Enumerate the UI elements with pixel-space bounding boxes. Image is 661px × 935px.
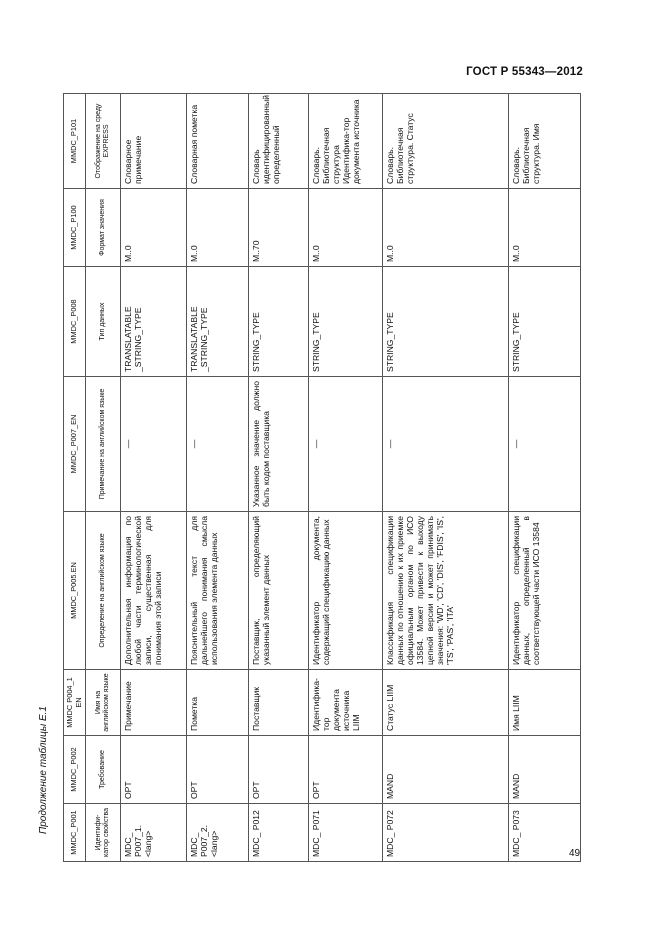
table-row <box>121 94 187 862</box>
table-cell: Идентифика-тор документа источника LIIM <box>309 670 383 736</box>
properties-table <box>63 93 581 862</box>
header-name: Идентифи-катор свойства <box>86 804 121 862</box>
header-code: MMDC P004_1 EN <box>64 670 86 736</box>
table-cell: Идентификатор спецификации данных, определенный в соответствующей части ИСО 13584 <box>509 512 581 670</box>
table-cell: OPT <box>121 736 187 804</box>
table-row <box>187 94 249 862</box>
table-cell: Имя LIIM <box>509 670 581 736</box>
header-code: MMDC_P001 <box>64 804 86 862</box>
page-number: 49 <box>569 848 581 859</box>
header-name: Имя на английском языке <box>86 670 121 736</box>
table-cell: Словарь. Библиотечная структура. Имя <box>509 94 581 189</box>
table-row <box>309 94 383 862</box>
table-caption: Продолжение таблицы Е.1 <box>38 706 49 834</box>
table-cell: MDC_ P012 <box>249 804 309 862</box>
table-cell: STRING_TYPE <box>309 267 383 377</box>
table-cell: OPT <box>249 736 309 804</box>
table-cell: Словарное примечание <box>121 94 187 189</box>
header-code: MMDC_P100 <box>64 189 86 267</box>
header-name: Определение на английском языке <box>86 512 121 670</box>
table-cell: MDC_ P073 <box>509 804 581 862</box>
table-cell: STRING_TYPE <box>249 267 309 377</box>
table-cell: Пояснительный текст для дальнейшего понимания смысла использования элемента данных <box>187 512 249 670</box>
header-name: Формат значения <box>86 189 121 267</box>
table-cell: Поставщик <box>249 670 309 736</box>
table-cell: — <box>121 377 187 512</box>
table-cell: M..0 <box>309 189 383 267</box>
table-cell: M..0 <box>121 189 187 267</box>
table-cell: MAND <box>509 736 581 804</box>
table-cell: TRANSLATABLE _STRING_TYPE <box>187 267 249 377</box>
table-cell: MDC_ P071 <box>309 804 383 862</box>
table-cell: — <box>309 377 383 512</box>
name-header-row <box>86 94 121 862</box>
table-cell: Примечание <box>121 670 187 736</box>
header-code: MMDC_P005.EN <box>64 512 86 670</box>
table-row <box>509 94 581 862</box>
header-name: Примечание на английском языке <box>86 377 121 512</box>
table-cell: OPT <box>309 736 383 804</box>
table-cell: MAND <box>383 736 509 804</box>
table-cell: — <box>509 377 581 512</box>
table-cell: M..70 <box>249 189 309 267</box>
table-cell: Указанное значение должно быть кодом поставщика <box>249 377 309 512</box>
table-cell: M..0 <box>383 189 509 267</box>
rotated-table-container <box>63 94 581 862</box>
table-cell: Статус LIIM <box>383 670 509 736</box>
table-cell: — <box>383 377 509 512</box>
header-code: MMDC_P101 <box>64 94 86 189</box>
table-cell: MDC_ P007_2. <lang> <box>187 804 249 862</box>
header-name: Требование <box>86 736 121 804</box>
table-cell: OPT <box>187 736 249 804</box>
code-header-row <box>64 94 86 862</box>
table-cell: Поставщик, определяющий указанный элемент данных <box>249 512 309 670</box>
header-code: MMDC_P007_EN <box>64 377 86 512</box>
table-cell: TRANSLATABLE _STRING_TYPE <box>121 267 187 377</box>
table-cell: Словарь. Библиотечная структура. Статус <box>383 94 509 189</box>
table-row <box>383 94 509 862</box>
table-cell: STRING_TYPE <box>509 267 581 377</box>
table-cell: Классификация спецификации данных по отношению к их приемке официальным органом по ИСО 13584. Может привести к выходу цепной версии и может принимать значения: 'WD', 'CD', 'DIS', 'FDIS', 'IS', 'TS', 'PAS', 'ITA' <box>383 512 509 670</box>
table-cell: — <box>187 377 249 512</box>
table-cell: Идентификатор документа, содержащий спецификацию данных <box>309 512 383 670</box>
table-cell: Словарная пометка <box>187 94 249 189</box>
table-row <box>249 94 309 862</box>
table-cell: STRING_TYPE <box>383 267 509 377</box>
document-standard-id: ГОСТ Р 55343—2012 <box>466 66 583 78</box>
table-cell: MDC_ P007_1. <lang> <box>121 804 187 862</box>
table-cell: M..0 <box>187 189 249 267</box>
table-cell: Словарь. Библиотечная структура Идентифика-тор документа источника <box>309 94 383 189</box>
header-code: MMDC_P008 <box>64 267 86 377</box>
table-cell: Словарь идентифицированный определенный <box>249 94 309 189</box>
header-name: Тип данных <box>86 267 121 377</box>
table-cell: Пометка <box>187 670 249 736</box>
table-cell: Дополнительная информация по любой части терминологической записи, существенная для понимания этой записи <box>121 512 187 670</box>
header-code: MMDC_P002 <box>64 736 86 804</box>
header-name: Отображение на среду EXPRESS <box>86 94 121 189</box>
table-cell: M..0 <box>509 189 581 267</box>
table-cell: MDC_ P072 <box>383 804 509 862</box>
